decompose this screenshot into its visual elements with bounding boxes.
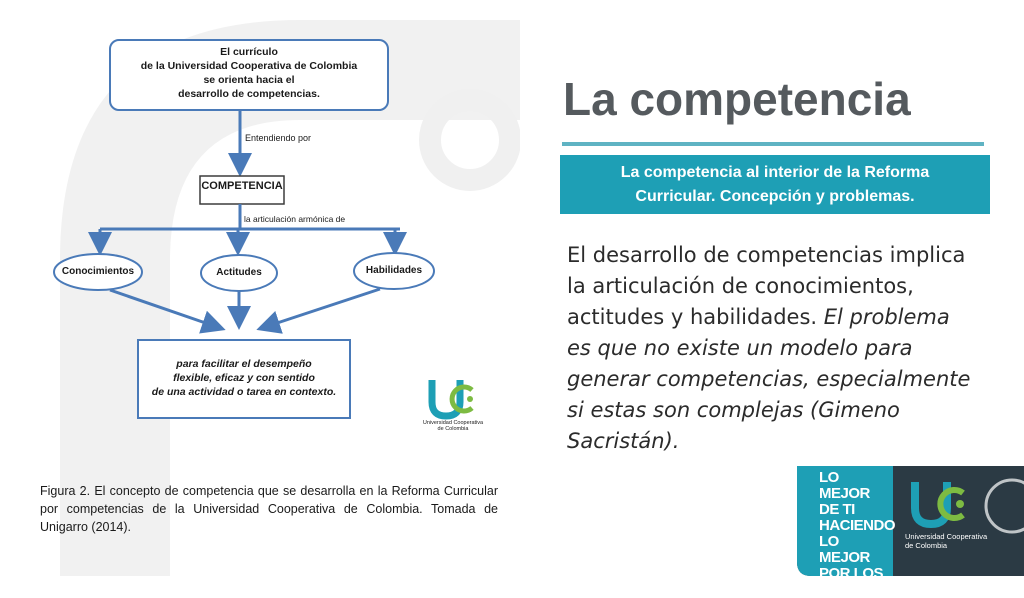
brand-badge [797,466,1024,598]
body-italic-text: El problema es que no existe un modelo para generar competencias, especialmente si estas son complejas (Gimeno Sacristán). [567,305,971,453]
edge-label-articulacion: la articulación armónica de [244,214,346,224]
curriculum-box-text: El currículo de la Universidad Cooperativa de Colombia se orienta hacia el desarrollo de competencias. [140,46,358,100]
body-normal-text: El desarrollo de competencias implica la articulación de conocimientos, actitudes y habilidades. [567,243,966,329]
edge-label-entendiendo: Entendiendo por [245,133,312,143]
subtitle-banner [560,155,990,214]
habilidades-label: Habilidades [365,265,423,276]
brand-university-name: Universidad Cooperativa de Colombia [905,532,988,550]
brand-slogan: LO MEJOR DE TI HACIENDO LO MEJOR POR LOS DEMÁS [819,469,896,598]
figure-caption: Figura 2. El concepto de competencia que se desarrolla en la Reforma Curricular por competencias de la Universidad Cooperativa de Colombia. Tomada de Unigarro (2014). [40,484,498,534]
subtitle-text: La competencia al interior de la Reforma Curricular. Concepción y problemas. [620,163,930,205]
ucc-logo-small-caption: Universidad Cooperativa de Colombia [422,420,484,432]
ucc-logo-small [432,380,473,416]
title-underline [562,142,984,146]
competency-diagram [40,28,500,458]
conocimientos-label: Conocimientos [61,266,135,277]
actitudes-label: Actitudes [216,267,262,278]
purpose-box-text: para facilitar el desempeño flexible, eficaz y con sentido de una actividad o tarea en contexto. [151,358,337,398]
slide-title: La competencia [563,73,911,125]
body-paragraph [567,240,977,457]
competencia-label: COMPETENCIA [201,180,283,192]
